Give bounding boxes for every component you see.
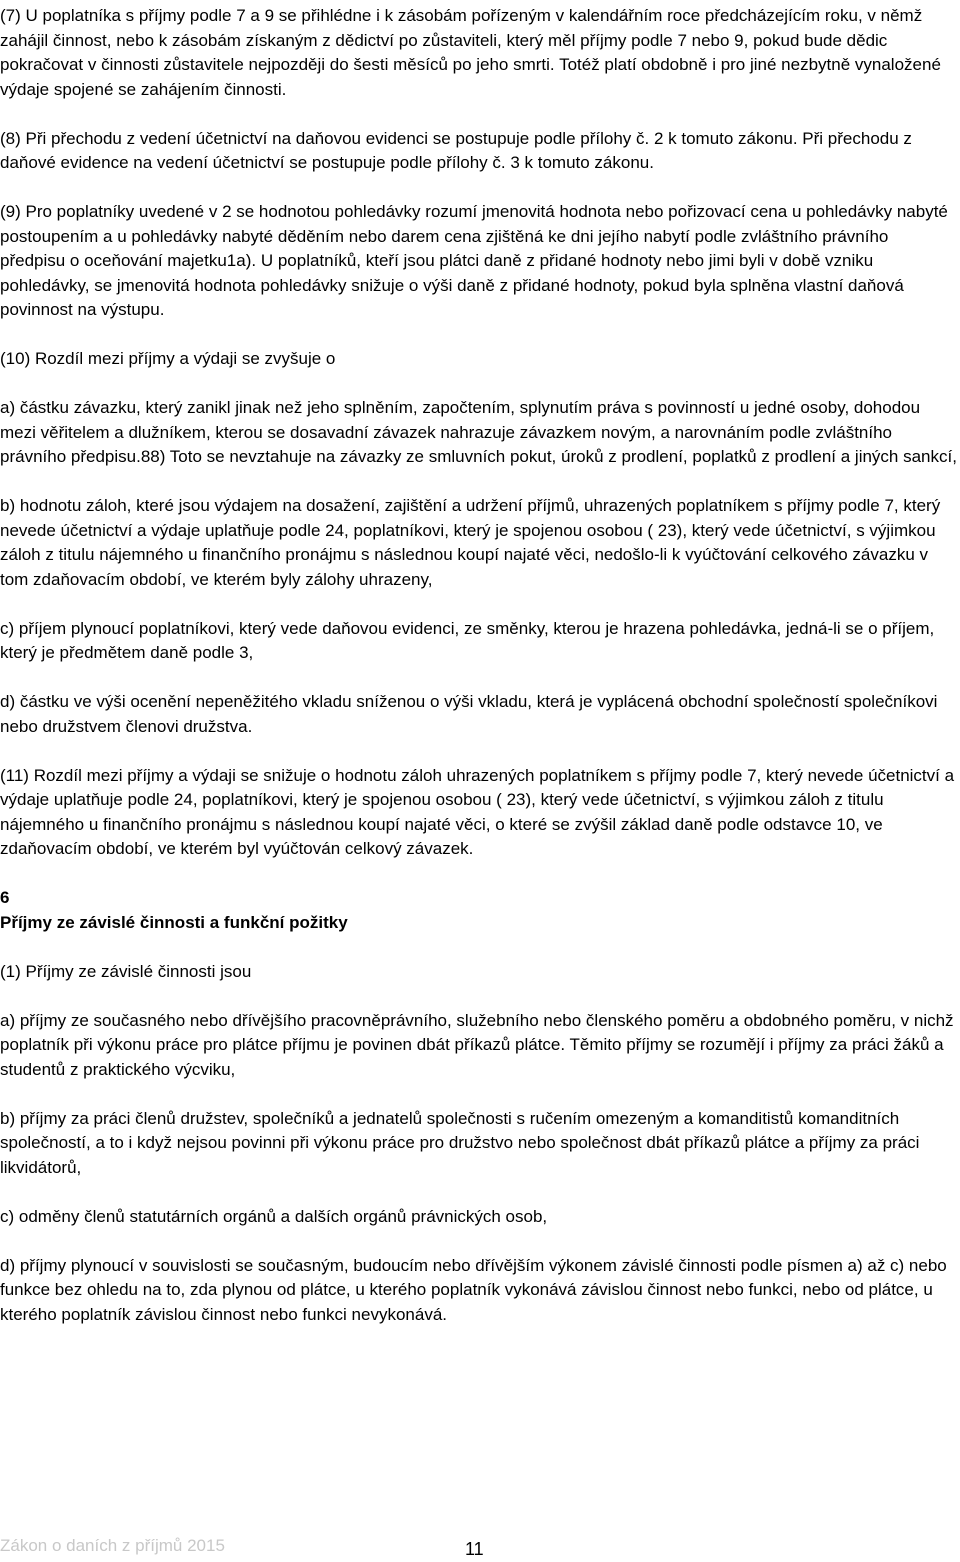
paragraph-8: (8) Při přechodu z vedení účetnictví na daňovou evidenci se postupuje podle přílohy č. 2 k tomuto zákonu. Při přechodu z daňové evidence na vedení účetnictví se postupuje podle přílohy č. 3 k tomuto zákonu. (0, 128, 912, 172)
document-body (0, 4, 958, 1327)
paragraph-11: (11) Rozdíl mezi příjmy a výdaji se snižuje o hodnotu záloh uhrazených poplatníkem s příjmy podle 7, který nevede účetnictví a výdaje uplatňuje podle 24, poplatníkovi, který je spojenou osobou ( 23), který vede účetnictví, s výjimkou záloh z titulu nájemného u finančního pronájmu s následnou koupí najaté věci, o které se zvýšil základ daně podle odstavce 10, ve zdaňovacím období, ve kterém byl vyúčtován celkový závazek. (0, 765, 955, 858)
footer-page-number: 11 (465, 1539, 484, 1559)
section-number: 6 (0, 888, 10, 907)
paragraph-10-b: b) hodnotu záloh, které jsou výdajem na dosažení, zajištění a udržení příjmů, uhrazených poplatníkem s příjmy podle 7, který nevede účetnictví a výdaje uplatňuje podle 24, poplatníkovi, který je spojenou osobou ( 23), který vede účetnictví, s výjimkou záloh z titulu nájemného u finančního pronájmu s následnou koupí najaté věci, nedošlo-li k vyúčtování celkového závazku v tom zdaňovacím období, ve kterém byly zálohy uhrazeny, (0, 496, 941, 589)
section-title: Příjmy ze závislé činnosti a funkční požitky (0, 912, 348, 932)
section-6-item-c: c) odměny členů statutárních orgánů a dalších orgánů právnických osob, (0, 1206, 548, 1226)
section-6-paragraph-1: (1) Příjmy ze závislé činnosti jsou (0, 961, 252, 981)
paragraph-10-d: d) částku ve výši ocenění nepeněžitého vkladu sníženou o výši vkladu, která je vyplácená obchodní společností společníkovi nebo družstvem členovi družstva. (0, 692, 938, 736)
paragraph-10-a: a) částku závazku, který zanikl jinak než jeho splněním, započtením, splynutím práva s povinností u jedné osoby, dohodou mezi věřitelem a dlužníkem, kterou se dosavadní závazek nahrazuje závazkem novým, a narovnáním podle zvláštního právního předpisu.88) Toto se nevztahuje na závazky ze smluvních pokut, úroků z prodlení, poplatků z prodlení a jiných sankcí, (0, 398, 957, 466)
paragraph-7: (7) U poplatníka s příjmy podle 7 a 9 se přihlédne i k zásobám pořízeným v kalendářním roce předcházejícím roku, v němž zahájil činnost, nebo k zásobám získaným z dědictví po zůstaviteli, který měl příjmy podle 7 nebo 9, pokud bude dědic pokračovat v činnosti zůstavitele nejpozději do šesti měsíců po jeho smrti. Totéž platí obdobně i pro jiné nezbytně vynaložené výdaje spojené se zahájením činnosti. (0, 6, 941, 99)
section-6-item-d: d) příjmy plynoucí v souvislosti se současným, budoucím nebo dřívějším výkonem závislé činnosti podle písmen a) až c) nebo funkce bez ohledu na to, zda plynou od plátce, u kterého poplatník vykonává závislou činnost nebo funkci, nebo od plátce, u kterého poplatník závislou činnost nebo funkci nevykonává. (0, 1255, 947, 1324)
section-6-item-b: b) příjmy za práci členů družstev, společníků a jednatelů společnosti s ručením omezeným a komanditistů komanditních společností, a to i když nejsou povinni při výkonu práce pro družstvo nebo společnost dbát příkazů plátce a příjmy za práci likvidátorů, (0, 1108, 920, 1177)
paragraph-10: (10) Rozdíl mezi příjmy a výdaji se zvyšuje o (0, 349, 336, 368)
paragraph-10-c: c) příjem plynoucí poplatníkovi, který vede daňovou evidenci, ze směnky, kterou je hrazena pohledávka, jedná-li se o příjem, který je předmětem daně podle 3, (0, 618, 935, 662)
footer-document-title: Zákon o daních z příjmů 2015 (0, 1536, 225, 1555)
section-6-item-a: a) příjmy ze současného nebo dřívějšího pracovněprávního, služebního nebo členského poměru a obdobného poměru, v nichž poplatník při výkonu práce pro plátce příjmu je povinen dbát příkazů plátce. Těmito příjmy se rozumějí i příjmy za práci žáků a studentů z praktického výcviku, (0, 1010, 954, 1079)
paragraph-9: (9) Pro poplatníky uvedené v 2 se hodnotou pohledávky rozumí jmenovitá hodnota nebo pořizovací cena u pohledávky nabyté postoupením a u pohledávky nabyté děděním nebo darem cena zjištěná ke dni jejího nabytí podle zvláštního právního předpisu o oceňování majetku1a). U poplatníků, kteří jsou plátci daně z přidané hodnoty nebo jimi byli v době vzniku pohledávky, se jmenovitá hodnota pohledávky snižuje o výši daně z přidané hodnoty, pokud byla splněna vlastní daňová povinnost na výstupu. (0, 202, 948, 319)
